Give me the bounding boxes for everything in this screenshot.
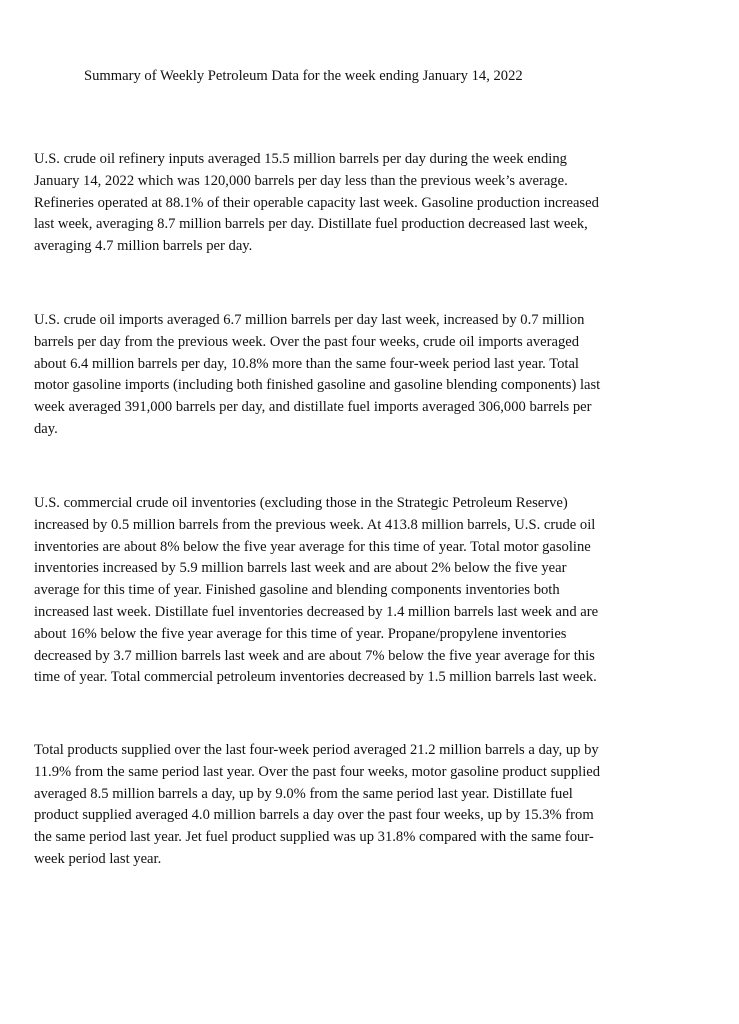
paragraph-line: Refineries operated at 88.1% of their operable capacity last week. Gasoline production increased: [34, 194, 599, 211]
paragraph-line: about 16% below the five year average for this time of year. Propane/propylene inventories: [34, 625, 567, 642]
paragraph-line: barrels per day from the previous week. Over the past four weeks, crude oil imports averaged: [34, 333, 580, 350]
paragraph-line: increased last week. Distillate fuel inventories decreased by 1.4 million barrels last week and are: [34, 603, 599, 620]
paragraph-line: week averaged 391,000 barrels per day, and distillate fuel imports averaged 306,000 barrels per: [34, 399, 592, 416]
paragraph-line: about 6.4 million barrels per day, 10.8% more than the same four-week period last year. Total: [34, 355, 579, 372]
paragraph-commercial-inventories: [34, 493, 697, 689]
paragraph-refinery-inputs: [34, 149, 697, 258]
paragraph-line: inventories are about 8% below the five year average for this time of year. Total motor gasoline: [34, 538, 591, 555]
paragraph-crude-imports: [34, 310, 697, 441]
paragraph-line: average for this time of year. Finished gasoline and blending components inventories both: [34, 582, 560, 599]
paragraph-line: time of year. Total commercial petroleum inventories decreased by 1.5 million barrels last week.: [34, 669, 597, 686]
paragraph-line: U.S. crude oil imports averaged 6.7 million barrels per day last week, increased by 0.7 million: [34, 312, 585, 328]
paragraph-line: Total products supplied over the last four-week period averaged 21.2 million barrels a day, up by: [34, 742, 599, 758]
paragraph-line: increased by 0.5 million barrels from the previous week. At 413.8 million barrels, U.S. crude oil: [34, 516, 596, 533]
paragraph-line: inventories increased by 5.9 million barrels last week and are about 2% below the five year: [34, 560, 567, 577]
paragraph-line: averaged 8.5 million barrels a day, up by 9.0% from the same period last year. Distillate fuel: [34, 785, 573, 802]
paragraph-line: product supplied averaged 4.0 million barrels a day over the past four weeks, up by 15.3% from: [34, 807, 594, 824]
paragraph-line: averaging 4.7 million barrels per day.: [34, 238, 253, 255]
paragraph-line: the same period last year. Jet fuel product supplied was up 31.8% compared with the same four-: [34, 829, 594, 846]
paragraph-line: motor gasoline imports (including both finished gasoline and gasoline blending components) last: [34, 377, 601, 394]
document-title: Summary of Weekly Petroleum Data for the week ending January 14, 2022: [84, 68, 523, 84]
paragraph-line: U.S. crude oil refinery inputs averaged 15.5 million barrels per day during the week ending: [34, 151, 567, 167]
paragraph-line: January 14, 2022 which was 120,000 barrels per day less than the previous week’s average.: [34, 172, 568, 189]
paragraph-products-supplied: [34, 740, 697, 871]
paragraph-line: 11.9% from the same period last year. Over the past four weeks, motor gasoline product supplied: [34, 763, 601, 780]
paragraph-line: day.: [34, 420, 58, 437]
paragraph-line: decreased by 3.7 million barrels last week and are about 7% below the five year average for this: [34, 647, 595, 664]
paragraph-line: week period last year.: [34, 850, 162, 867]
paragraph-line: U.S. commercial crude oil inventories (excluding those in the Strategic Petroleum Reserve): [34, 495, 568, 511]
paragraph-line: last week, averaging 8.7 million barrels per day. Distillate fuel production decreased last week,: [34, 216, 588, 233]
